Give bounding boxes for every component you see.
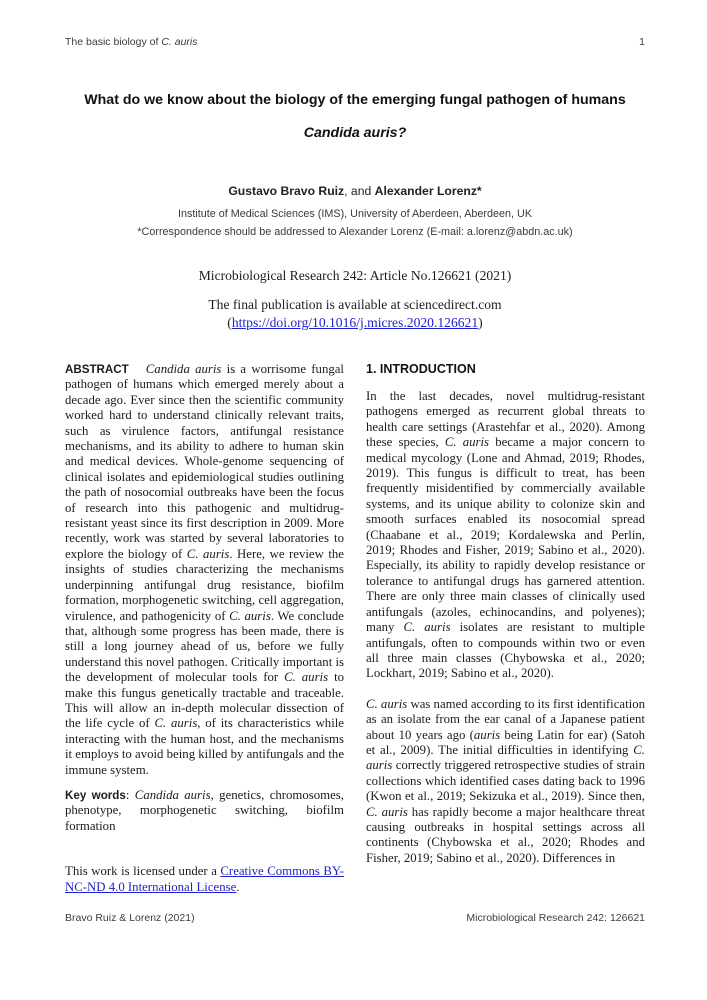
text-segment: . We conclude that, although some progress has been made, there is still a long journey ahead of us, before we fully understand this novel pathogen. Critically important is the development of molecular tools for <box>65 608 344 685</box>
text-segment: C. auris <box>284 670 329 685</box>
running-head-text: The basic biology of <box>65 36 162 48</box>
text-segment: C. auris <box>366 742 645 773</box>
page-footer <box>65 912 645 924</box>
introduction-paragraph-2 <box>366 697 645 866</box>
running-head-species: C. auris <box>161 36 198 48</box>
correspondence-note: *Correspondence should be addressed to Alexander Lorenz (E-mail: a.lorenz@abdn.ac.uk) <box>137 226 573 238</box>
text-segment: correctly triggered retrospective studies of strain collections which identified cases dating back to 1996 (Kwon et al., 2019; Sekizuka et al., 2019). Since then, <box>366 758 645 804</box>
author-separator: , and <box>344 184 375 198</box>
text-segment: , genetics, chromosomes, phenotype, morphogenetic switching, biofilm formation <box>65 787 344 833</box>
title-question-mark: ? <box>397 125 407 141</box>
text-segment: to make this fungus genetically tractable and traceable. This will allow an in-depth molecular dissection of the life cycle of <box>65 670 345 731</box>
license-paragraph <box>65 864 344 895</box>
author-1: Gustavo Bravo Ruiz <box>228 184 345 198</box>
text-segment: . Here, we review the insights of studies characterizing the mechanisms underpinning antifungal drug resistance, biofilm formation, morphogenetic switching, cell aggregation, virulence, and pathogenicity of <box>65 546 344 623</box>
keywords-paragraph <box>65 788 344 834</box>
text-segment: was named according to its first identification as an isolate from the ear canal of a Japanese patient about 10 years ago ( <box>366 696 645 742</box>
title-line-1: What do we know about the biology of the emerging fungal pathogen of humans <box>84 92 626 108</box>
left-column <box>65 362 344 895</box>
text-segment: , of its characteristics while interacting with the human host, and the mechanisms it employs to avoid being killed by antifungals and the immune system. <box>65 716 344 777</box>
right-column <box>366 362 645 895</box>
text-segment: C. auris <box>366 804 408 819</box>
text-segment: . <box>236 879 240 894</box>
cc-license-link[interactable]: Creative Commons BY-NC-ND 4.0 International License <box>65 864 344 894</box>
text-segment: auris <box>473 727 501 742</box>
doi-line <box>65 314 645 332</box>
page-header <box>65 36 645 48</box>
section-heading-introduction: 1. INTRODUCTION <box>366 362 476 376</box>
authors-line <box>65 184 645 198</box>
title-line-2 <box>65 117 645 150</box>
text-segment: This work is licensed under a <box>65 864 221 879</box>
doi-paren-open: ( <box>227 315 232 330</box>
text-segment: C. auris <box>366 696 408 711</box>
running-head <box>65 36 198 48</box>
article-title <box>65 84 645 150</box>
availability-note: The final publication is available at sciencedirect.com <box>208 297 502 312</box>
text-segment: C. auris <box>229 608 271 623</box>
text-segment: Candida auris <box>145 362 222 376</box>
text-segment: C. auris <box>444 435 490 450</box>
keywords-label: Key words <box>65 788 126 802</box>
text-segment: C. auris <box>154 716 198 731</box>
footer-citation: Bravo Ruiz & Lorenz (2021) <box>65 912 195 924</box>
doi-link[interactable]: https://doi.org/10.1016/j.micres.2020.126621 <box>231 315 479 330</box>
title-species: Candida auris <box>303 125 398 141</box>
abstract-paragraph <box>65 362 344 778</box>
doi-paren-close: ) <box>478 315 483 330</box>
two-column-body <box>65 362 645 895</box>
footer-journal: Microbiological Research 242: 126621 <box>466 912 645 924</box>
text-segment: In the last decades, novel multidrug-resistant pathogens emerged as recurrent global threats to health care settings (Arastehfar et al., 2020). Among these species, <box>366 389 645 450</box>
author-2: Alexander Lorenz* <box>374 184 482 198</box>
text-segment: C. auris <box>186 546 230 561</box>
text-segment: is a worrisome fungal pathogen of humans which emerged merely about a decade ago. Ever since then the scientific community worked hard to understand clinically relevant traits, such as virulence factors, antifungal resistance mechanisms, and its ability to adhere to human skin and medical devices. Whole-genome sequencing of clinical isolates and epidemiological studies outlining the path of nosocomial outbreaks have been the focus of research into this pathogenic and multidrug-resistant yeast since its first description in 2009. More recently, work was started by several laboratories to explore the biology of <box>65 362 344 561</box>
introduction-paragraph-1 <box>366 389 645 682</box>
page-number: 1 <box>639 36 645 48</box>
abstract-label: ABSTRACT <box>65 363 129 376</box>
journal-reference: Microbiological Research 242: Article No.126621 (2021) <box>198 268 512 283</box>
text-segment: became a major concern to medical mycology (Lone and Ahmad, 2019; Rhodes, 2019). This fungus is difficult to treat, has been frequently misidentified by commercially available systems, and its unique ability to colonize skin and smooth surfaces enabled its nosocomial spread (Chaabane et al., 2019; Kordalewska and Perlin, 2019; Rhodes and Fisher, 2019; Sabino et al., 2020). Especially, its ability to rapidly develop resistance or tolerance to antifungal drugs has garnered attention. There are only three main classes of clinically used antifungals (azoles, echinocandins, and polyenes); many <box>366 435 645 635</box>
text-segment: has rapidly become a major healthcare threat causing outbreaks in hospital settings across all continents (Chybowska et al., 2020; Rhodes and Fisher, 2019; Sabino et al., 2020). Differences in <box>366 804 646 865</box>
text-segment: Candida auris <box>134 787 211 802</box>
affiliation: Institute of Medical Sciences (IMS), University of Aberdeen, Aberdeen, UK <box>177 208 533 220</box>
text-segment: being Latin for ear) (Satoh et al., 2009). The initial difficulties in identifying <box>366 727 645 757</box>
text-segment: : <box>125 787 135 802</box>
text-segment: C. auris <box>403 620 451 635</box>
text-segment: isolates are resistant to multiple antifungals, often to compounds within two or even all three main classes (Chybowska et al., 2020; Lockhart, 2019; Sabino et al., 2020). <box>366 620 645 681</box>
